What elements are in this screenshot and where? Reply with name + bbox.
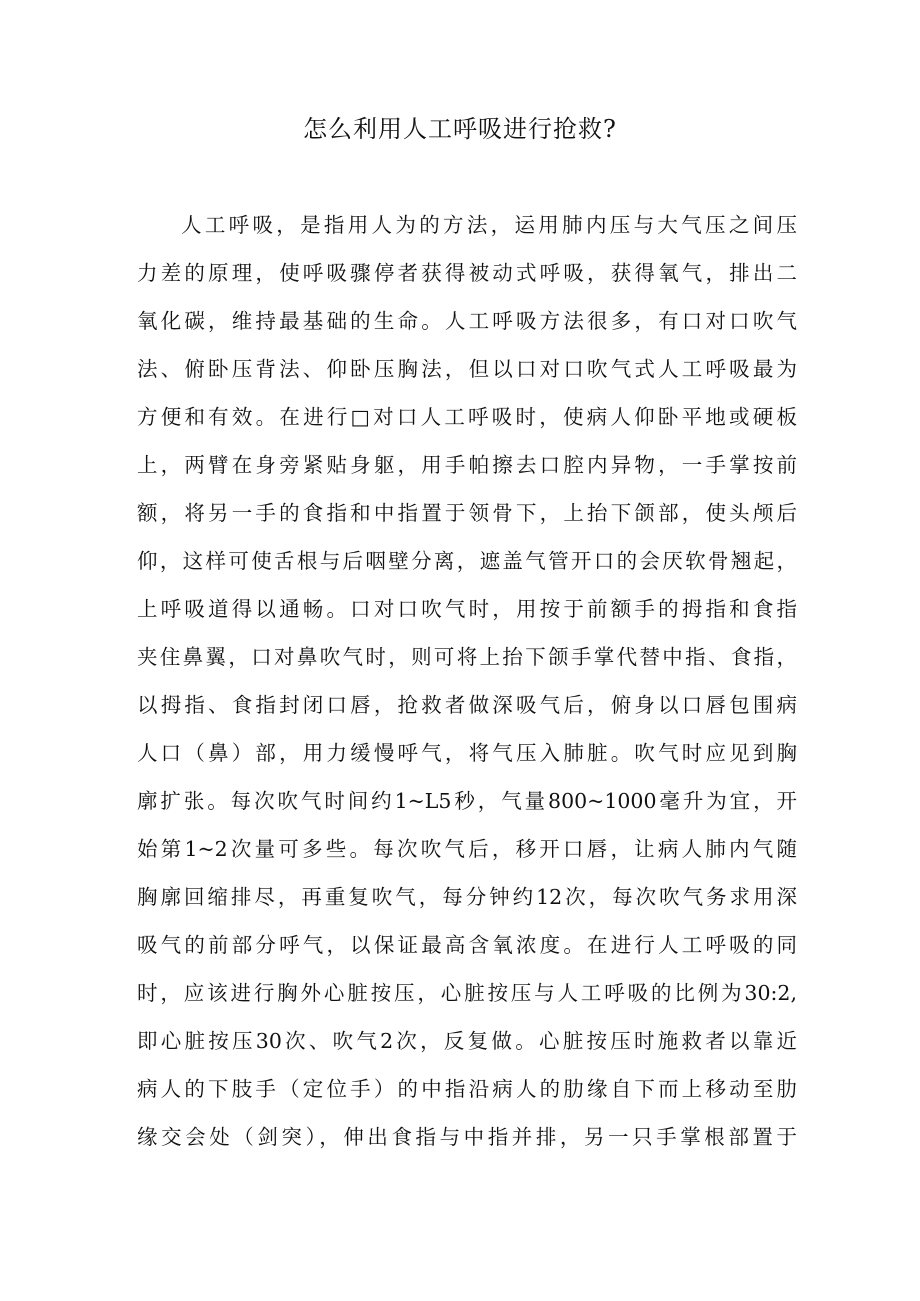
body-line: 吸气的前部分呼气，以保证最高含氧浓度。在进行人工呼吸的同 xyxy=(137,933,797,957)
body-line: 廓扩张。每次吹气时间约1~L5秒，气量800~1000毫升为宜，开 xyxy=(137,789,797,813)
body-line: 人工呼吸，是指用人为的方法，运用肺内压与大气压之间压 xyxy=(181,213,797,237)
body-line: 始第1~2次量可多些。每次吹气后，移开口唇，让病人肺内气随 xyxy=(137,837,797,861)
body-line: 力差的原理，使呼吸骤停者获得被动式呼吸，获得氧气，排出二 xyxy=(137,261,797,285)
body-line: 上呼吸道得以通畅。口对口吹气时，用按于前额手的拇指和食指 xyxy=(137,597,797,621)
body-line: 方便和有效。在进行□对口人工呼吸时，使病人仰卧平地或硬板 xyxy=(137,405,797,429)
body-line: 上，两臂在身旁紧贴身躯，用手帕擦去口腔内异物，一手掌按前 xyxy=(137,453,797,477)
body-line: 即心脏按压30次、吹气2次，反复做。心脏按压时施救者以靠近 xyxy=(137,1029,797,1053)
body-line: 病人的下肢手（定位手）的中指沿病人的肋缘自下而上移动至肋 xyxy=(137,1077,797,1101)
body-line: 氧化碳，维持最基础的生命。人工呼吸方法很多，有口对口吹气 xyxy=(137,309,797,333)
body-line: 胸廓回缩排尽，再重复吹气，每分钟约12次，每次吹气务求用深 xyxy=(137,885,797,909)
body-line: 时，应该进行胸外心脏按压，心脏按压与人工呼吸的比例为30:2, xyxy=(137,981,797,1005)
document-body xyxy=(137,201,797,1161)
body-line: 法、俯卧压背法、仰卧压胸法，但以口对口吹气式人工呼吸最为 xyxy=(137,357,797,381)
body-line: 缘交会处（剑突），伸出食指与中指并排，另一只手掌根部置于 xyxy=(137,1125,797,1149)
body-line: 以拇指、食指封闭口唇，抢救者做深吸气后，俯身以口唇包围病 xyxy=(137,693,797,717)
body-line: 额，将另一手的食指和中指置于领骨下，上抬下颌部，使头颅后 xyxy=(137,501,797,525)
body-line: 仰，这样可使舌根与后咽壁分离，遮盖气管开口的会厌软骨翘起， xyxy=(137,549,797,573)
document-title: 怎么利用人工呼吸进行抢救? xyxy=(303,115,617,143)
body-line: 人口（鼻）部，用力缓慢呼气，将气压入肺脏。吹气时应见到胸 xyxy=(137,741,797,765)
body-line: 夹住鼻翼，口对鼻吹气时，则可将上抬下颌手掌代替中指、食指， xyxy=(137,645,797,669)
